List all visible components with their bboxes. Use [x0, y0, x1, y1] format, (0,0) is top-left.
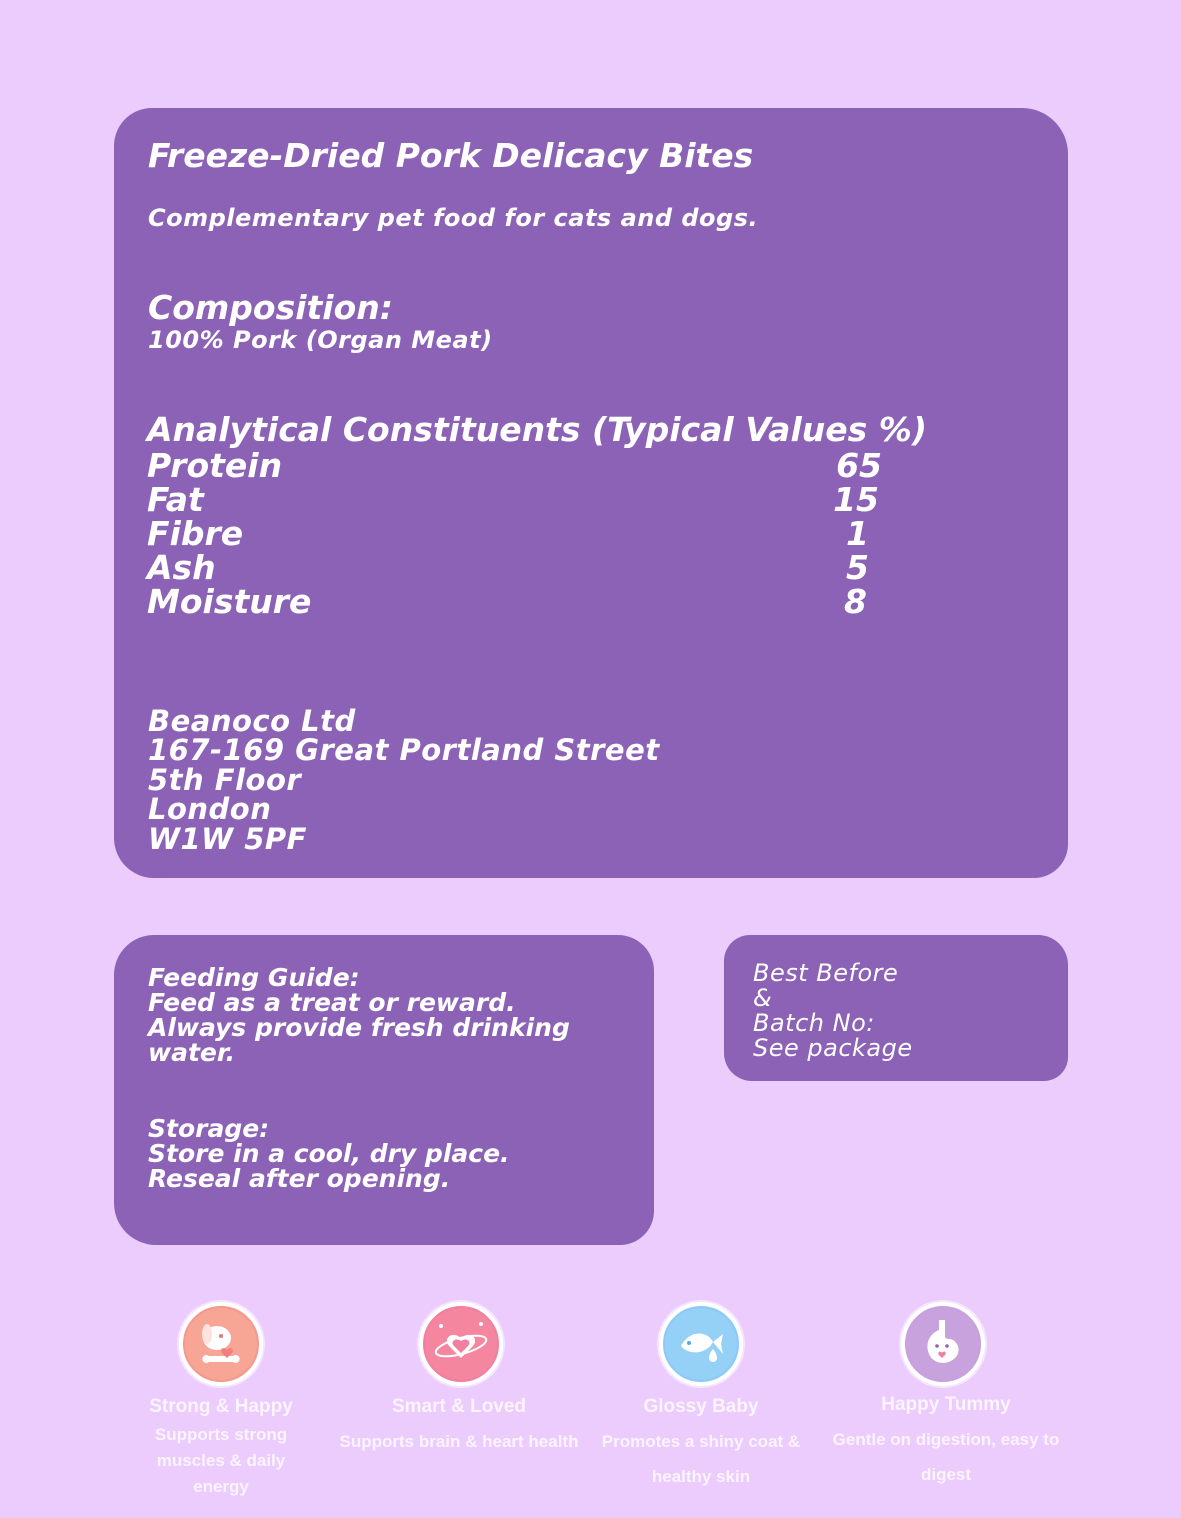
nutrient-name: Protein	[147, 446, 283, 485]
feeding-line: Always provide fresh drinking	[148, 1013, 570, 1042]
fish-droplet-icon	[659, 1302, 743, 1386]
product-subtitle: Complementary pet food for cats and dogs.	[148, 204, 759, 232]
nutrient-name: Fat	[147, 480, 204, 519]
address-line: Beanoco Ltd	[148, 704, 356, 738]
feeding-line: Feed as a treat or reward.	[148, 988, 516, 1017]
nutrient-row	[147, 446, 882, 485]
heart-brain-icon	[419, 1302, 503, 1386]
badge-strong-happy	[101, 1298, 341, 1498]
badge-title: Happy Tummy	[881, 1394, 1011, 1415]
feeding-line: water.	[148, 1038, 236, 1067]
nutrient-value: 1	[846, 514, 869, 553]
address-line: 5th Floor	[148, 763, 302, 797]
feeding-panel	[114, 935, 654, 1245]
label-panel	[114, 108, 1068, 878]
nutrient-name: Fibre	[147, 514, 244, 553]
nutrient-row	[147, 514, 869, 553]
badge-smart-loved	[339, 1298, 579, 1498]
composition-heading: Composition:	[148, 288, 393, 327]
batch-line: See package	[753, 1034, 913, 1062]
nutrient-name: Moisture	[147, 582, 312, 621]
nutrient-value: 8	[844, 582, 867, 621]
badge-happy-tummy	[826, 1296, 1066, 1496]
nutrient-row	[147, 548, 869, 587]
badge-title: Glossy Baby	[643, 1396, 759, 1417]
badge-desc: Supports brain & heart health	[339, 1432, 579, 1451]
address-line: London	[148, 792, 272, 826]
storage-line: Reseal after opening.	[148, 1164, 451, 1193]
product-title: Freeze-Dried Pork Delicacy Bites	[148, 136, 754, 175]
badge-desc: Supports strong muscles & daily energy	[154, 1425, 288, 1496]
batch-panel	[724, 935, 1068, 1081]
analysis-heading: Analytical Constituents (Typical Values %)	[147, 410, 927, 449]
nutrient-value: 65	[836, 446, 882, 485]
storage-line: Store in a cool, dry place.	[148, 1139, 510, 1168]
batch-line: &	[753, 984, 773, 1012]
batch-line: Batch No:	[753, 1009, 875, 1037]
nutrient-value: 15	[833, 480, 879, 519]
nutrient-row	[147, 582, 867, 621]
puppy-bone-icon	[179, 1302, 263, 1386]
nutrient-row	[147, 480, 879, 519]
badge-title: Strong & Happy	[149, 1396, 293, 1417]
badge-desc: Gentle on digestion, easy to digest	[832, 1430, 1060, 1484]
address-line: W1W 5PF	[148, 822, 307, 856]
badge-glossy-baby	[581, 1296, 821, 1496]
composition-text: 100% Pork (Organ Meat)	[148, 326, 493, 354]
nutrient-value: 5	[846, 548, 869, 587]
nutrient-name: Ash	[147, 548, 216, 587]
batch-line: Best Before	[753, 959, 899, 987]
address-line: 167-169 Great Portland Street	[148, 733, 660, 767]
feeding-heading: Feeding Guide:	[148, 963, 360, 992]
badge-title: Smart & Loved	[391, 1396, 527, 1417]
badge-desc: Promotes a shiny coat & healthy skin	[601, 1432, 801, 1486]
storage-heading: Storage:	[148, 1114, 270, 1143]
stomach-icon	[901, 1302, 985, 1386]
